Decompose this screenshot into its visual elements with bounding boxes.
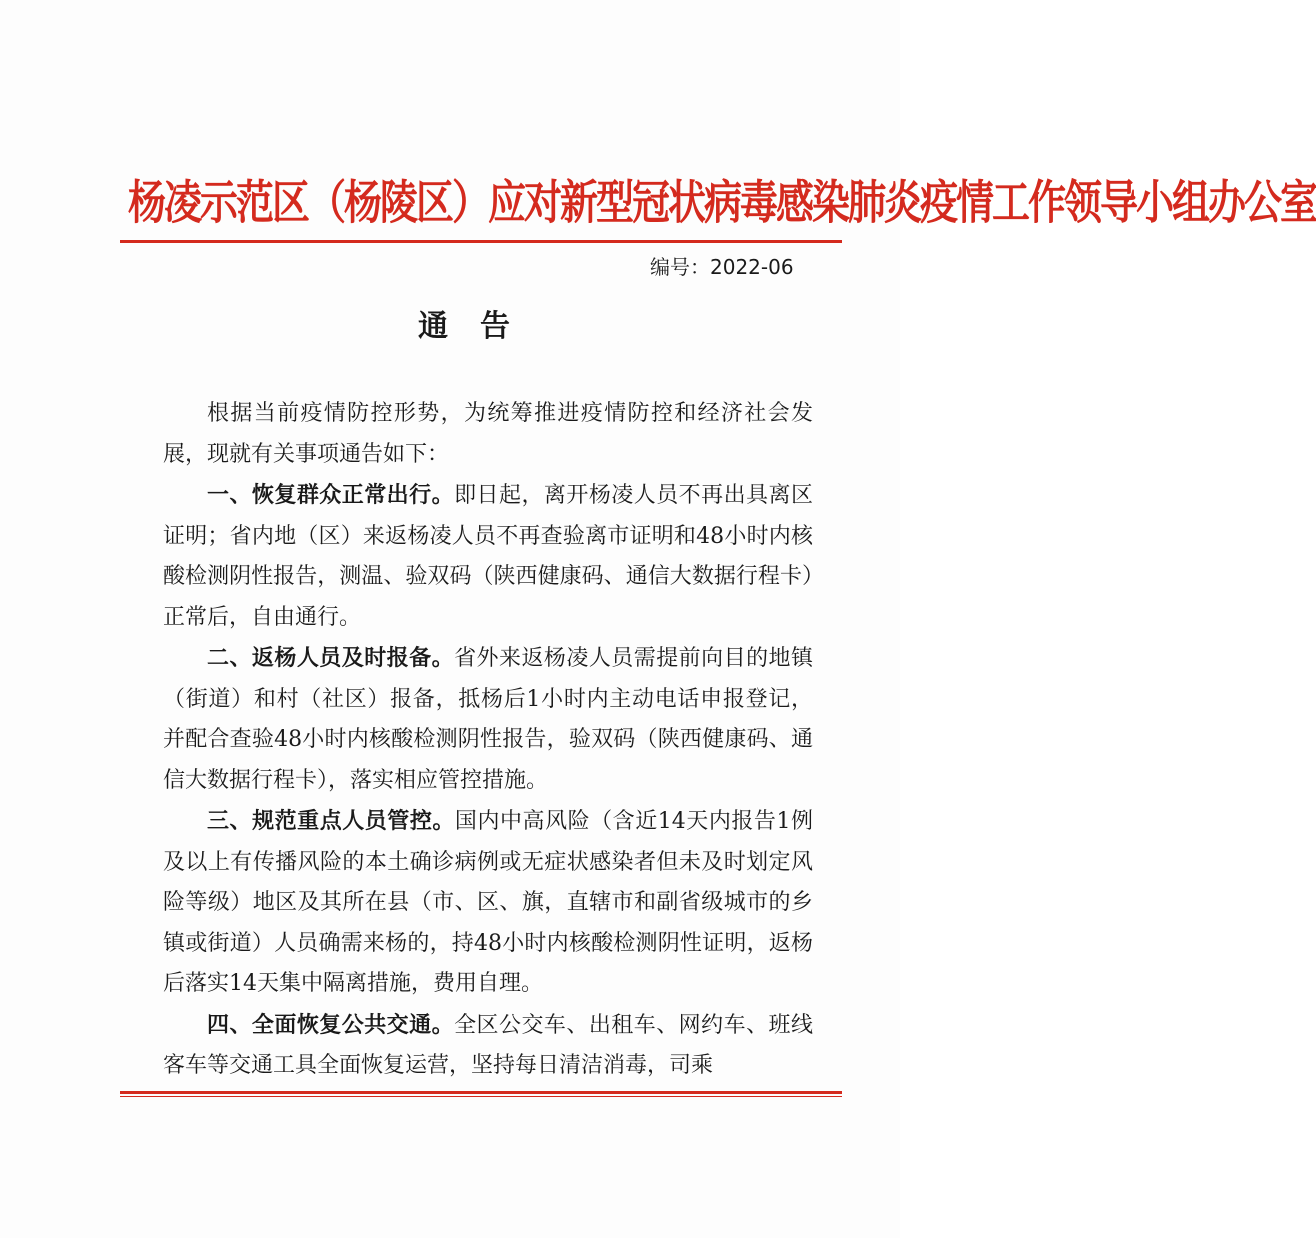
section-paragraph <box>163 801 813 1005</box>
letterhead-red-rule <box>120 240 842 243</box>
section-text: 即日起，离开杨凌人员不再出具离区证明；省内地（区）来返杨凌人员不再查验离市证明和48小时内核酸检测阴性报告，测温、验双码（陕西健康码、通信大数据行程卡）正常后，自由通行。 <box>163 483 813 630</box>
section-text: 省外来返杨凌人员需提前向目的地镇（街道）和村（社区）报备，抵杨后1小时内主动电话申报登记，并配合查验48小时内核酸检测阴性报告，验双码（陕西健康码、通信大数据行程卡），落实相应管控措施。 <box>163 646 813 793</box>
intro-paragraph: 根据当前疫情防控形势，为统筹推进疫情防控和经济社会发展，现就有关事项通告如下： <box>163 401 813 467</box>
section-paragraph <box>163 475 813 638</box>
letterhead-title: 杨凌示范区（杨陵区）应对新型冠状病毒感染肺炎疫情工作领导小组办公室 <box>128 175 1316 230</box>
section-heading: 一、恢复群众正常出行。 <box>207 482 455 508</box>
section-text: 国内中高风险（含近14天内报告1例及以上有传播风险的本土确诊病例或无症状感染者但未及时划定风险等级）地区及其所在县（市、区、旗，直辖市和副省级城市的乡镇或街道）人员确需来杨的，持48小时内核酸检测阴性证明，返杨后落实14天集中隔离措施，费用自理。 <box>163 809 813 996</box>
notice-title: 通告 <box>418 309 542 344</box>
section-text: 全区公交车、出租车、网约车、班线客车等交通工具全面恢复运营，坚持每日清洁消毒，司乘 <box>163 1012 813 1078</box>
document-number: 编号：2022-06 <box>650 255 794 279</box>
section-heading: 三、规范重点人员管控。 <box>207 808 455 834</box>
section-paragraph <box>163 1005 813 1087</box>
notice-body <box>163 394 813 1087</box>
footer-red-rule-thin <box>120 1096 842 1097</box>
section-paragraph <box>163 638 813 801</box>
section-heading: 四、全面恢复公共交通。 <box>207 1011 455 1038</box>
footer-red-rule <box>120 1091 842 1094</box>
section-heading: 二、返杨人员及时报备。 <box>207 645 455 671</box>
